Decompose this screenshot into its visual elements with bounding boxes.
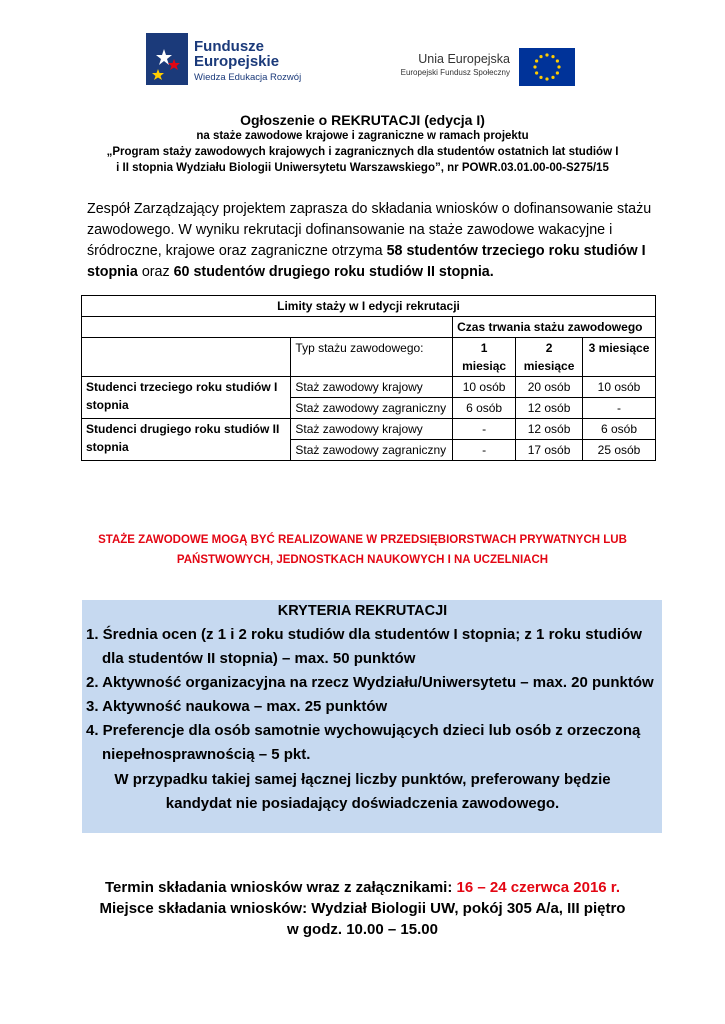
limit-cell: 6 osób — [583, 419, 656, 440]
intro-text-2: oraz — [137, 264, 174, 280]
ue-logo-subtitle: Europejski Fundusz Społeczny — [400, 68, 510, 77]
table-empty-cell — [82, 317, 453, 338]
criteria-list — [86, 623, 666, 767]
group-name: Studenci trzeciego roku studiów I stopnia — [82, 377, 291, 419]
table-title: Limity staży w I edycji rekrutacji — [82, 296, 656, 317]
eu-star-icon — [557, 65, 560, 68]
internship-type: Staż zawodowy krajowy — [291, 377, 453, 398]
limit-cell: 10 osób — [453, 377, 516, 398]
internship-type: Staż zawodowy zagraniczny — [291, 440, 453, 461]
limit-cell: 12 osób — [516, 398, 583, 419]
fe-title-line2: Europejskie — [194, 53, 280, 70]
eu-flag-icon — [519, 48, 575, 86]
fe-logo-subtitle: Wiedza Edukacja Rozwój — [194, 72, 302, 83]
table-header-row-2 — [82, 338, 656, 377]
deadline-label: Termin składania wniosków wraz z załącznikami: — [105, 879, 457, 896]
eu-star-icon — [533, 65, 536, 68]
page-title: Ogłoszenie o REKRUTACJI (edycja I) — [240, 112, 485, 128]
ue-logo-title: Unia Europejska — [418, 52, 510, 66]
criteria-note-line2: kandydat nie posiadający doświadczenia zawodowego. — [165, 795, 560, 812]
table-header-row-1 — [82, 317, 656, 338]
intro-text-1: Zespół Zarządzający projektem zaprasza do składania wniosków o dofinansowanie stażu zawodowego. W wyniku rekrutacji dofinansowanie na staże zawodowe wakacyjne i śródroczne, krajowe oraz zagraniczne otrzyma — [87, 201, 652, 259]
eu-star-icon — [556, 59, 559, 62]
limits-table — [81, 295, 656, 461]
eu-star-icon — [545, 77, 548, 80]
project-subtitle-line2: „Program staży zawodowych krajowych i zagranicznych dla studentów ostatnich lat studiów I — [106, 146, 619, 158]
criteria-title: KRYTERIA REKRUTACJI — [277, 603, 448, 619]
eu-star-icon — [539, 76, 542, 79]
footer-info — [0, 877, 725, 940]
month-header-1: 1 miesiąc — [453, 338, 516, 377]
group-name: Studenci drugiego roku studiów II stopnia — [82, 419, 291, 461]
internship-type: Staż zawodowy zagraniczny — [291, 398, 453, 419]
eu-star-icon — [551, 55, 554, 58]
table-row — [82, 377, 656, 398]
project-subtitle-line1: na staże zawodowe krajowe i zagraniczne w ramach projektu — [196, 130, 529, 142]
month-header-3: 3 miesiące — [583, 338, 656, 377]
type-header: Typ stażu zawodowego: — [291, 338, 453, 377]
red-notice — [0, 530, 725, 570]
criteria-item: 3. Aktywność naukowa – max. 25 punktów — [86, 698, 388, 715]
deadline-value: 16 – 24 czerwca 2016 r. — [456, 879, 620, 896]
limit-cell: 12 osób — [516, 419, 583, 440]
limit-cell: - — [583, 398, 656, 419]
eu-star-icon — [556, 71, 559, 74]
intro-paragraph — [87, 199, 657, 283]
criteria-item: 4. Preferencje dla osób samotnie wychowujących dzieci lub osób z orzeczoną niepełnosprawnością – 5 pkt. — [86, 722, 641, 763]
notice-line1: STAŻE ZAWODOWE MOGĄ BYĆ REALIZOWANE W PRZEDSIĘBIORSTWACH PRYWATNYCH LUB — [98, 534, 627, 546]
criteria-item: 2. Aktywność organizacyjna na rzecz Wydziału/Uniwersytetu – max. 20 punktów — [86, 674, 654, 691]
eu-star-icon — [539, 55, 542, 58]
eu-star-icon — [535, 71, 538, 74]
hours-line: w godz. 10.00 – 15.00 — [287, 921, 438, 938]
eu-star-icon — [551, 76, 554, 79]
place-line: Miejsce składania wniosków: Wydział Biologii UW, pokój 305 A/a, III piętro — [99, 900, 626, 917]
duration-header: Czas trwania stażu zawodowego — [453, 317, 656, 338]
month-header-2: 2 miesiące — [516, 338, 583, 377]
deadline-line — [0, 877, 725, 898]
limit-cell: - — [453, 440, 516, 461]
limit-cell: 25 osób — [583, 440, 656, 461]
notice-line2: PAŃSTWOWYCH, JEDNOSTKACH NAUKOWYCH I NA UCZELNIACH — [176, 554, 549, 566]
table-empty-cell — [82, 338, 291, 377]
intro-bold-1: 58 studentów trzeciego roku studiów I stopnia — [87, 243, 646, 280]
limit-cell: 6 osób — [453, 398, 516, 419]
limit-cell: 10 osób — [583, 377, 656, 398]
limit-cell: - — [453, 419, 516, 440]
eu-star-icon — [545, 53, 548, 56]
eu-star-icon — [535, 59, 538, 62]
criteria-note — [0, 768, 725, 816]
table-title-row — [82, 296, 656, 317]
criteria-note-line1: W przypadku takiej samej łącznej liczby punktów, preferowany będzie — [114, 771, 611, 788]
limit-cell: 20 osób — [516, 377, 583, 398]
fe-logo-title — [194, 39, 279, 69]
fe-title-line1: Fundusze — [194, 38, 264, 55]
criteria-item: 1. Średnia ocen (z 1 i 2 roku studiów dla studentów I stopnia; z 1 roku studiów dla studentów II stopnia) – max. 50 punktów — [86, 626, 642, 667]
limit-cell: 17 osób — [516, 440, 583, 461]
project-subtitle-line3: i II stopnia Wydziału Biologii Uniwersytetu Warszawskiego”, nr POWR.03.01.00-00-S275/15 — [116, 162, 609, 174]
intro-bold-2: 60 studentów drugiego roku studiów II stopnia. — [173, 264, 494, 280]
table-row — [82, 419, 656, 440]
fe-flag-icon — [146, 33, 188, 85]
internship-type: Staż zawodowy krajowy — [291, 419, 453, 440]
